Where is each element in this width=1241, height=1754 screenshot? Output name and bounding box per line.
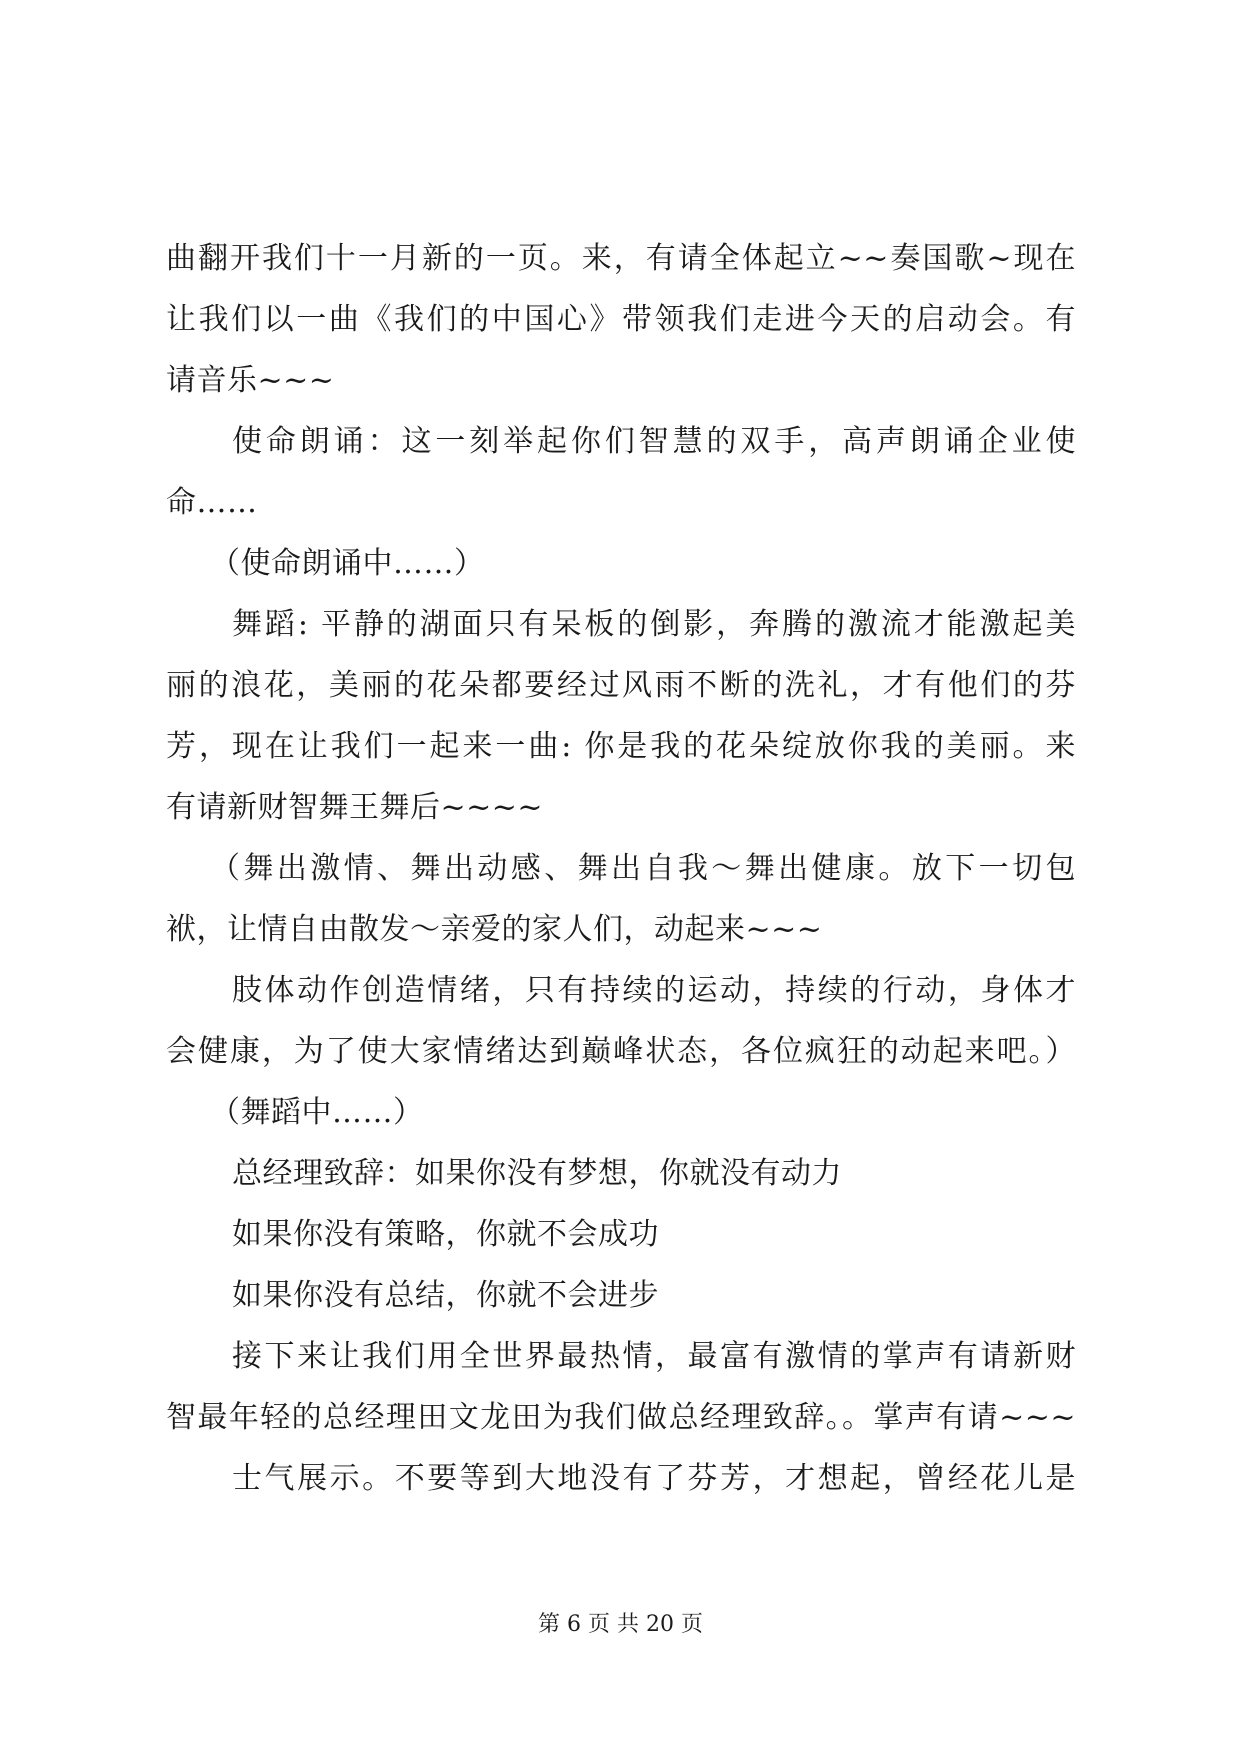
text-line: 肢体动作创造情绪，只有持续的运动，持续的行动，身体才 <box>232 973 1076 1008</box>
text-line: 总经理致辞：如果你没有梦想，你就没有动力 <box>232 1156 842 1191</box>
text-line: 使命朗诵：这一刻举起你们智慧的双手，高声朗诵企业使 <box>232 424 1076 459</box>
text-line: 有请新财智舞王舞后~~~~ <box>166 790 544 825</box>
text-line: （舞蹈中……） <box>210 1095 424 1130</box>
text-line: 命…… <box>166 485 258 520</box>
text-line: 请音乐~~~ <box>166 363 335 398</box>
text-line: （使命朗诵中……） <box>210 546 485 581</box>
text-line: 接下来让我们用全世界最热情，最富有激情的掌声有请新财 <box>232 1339 1076 1374</box>
document-body <box>166 228 1076 1509</box>
text-line: 士气展示。不要等到大地没有了芬芳，才想起，曾经花儿是 <box>232 1461 1076 1496</box>
text-line: （舞出激情、舞出动感、舞出自我～舞出健康。放下一切包 <box>210 851 1076 886</box>
text-line: 如果你没有策略，你就不会成功 <box>232 1217 659 1252</box>
page-number-footer: 第 6 页 共 20 页 <box>538 1612 703 1637</box>
text-line: 袱，让情自由散发～亲爱的家人们，动起来~~~ <box>166 912 823 947</box>
text-line: 丽的浪花，美丽的花朵都要经过风雨不断的洗礼，才有他们的芬 <box>166 668 1076 703</box>
text-line: 芳，现在让我们一起来一曲: 你是我的花朵绽放你我的美丽。来 <box>166 729 1076 764</box>
text-line: 如果你没有总结，你就不会进步 <box>232 1278 659 1313</box>
text-line: 会健康，为了使大家情绪达到巅峰状态，各位疯狂的动起来吧。） <box>166 1034 1076 1069</box>
text-line: 曲翻开我们十一月新的一页。来，有请全体起立~~奏国歌~现在 <box>166 241 1076 276</box>
text-line: 智最年轻的总经理田文龙田为我们做总经理致辞。。掌声有请~~~ <box>166 1400 1076 1435</box>
text-line: 舞蹈: 平静的湖面只有呆板的倒影，奔腾的激流才能激起美 <box>232 607 1076 642</box>
text-line: 让我们以一曲《我们的中国心》带领我们走进今天的启动会。有 <box>166 302 1076 337</box>
